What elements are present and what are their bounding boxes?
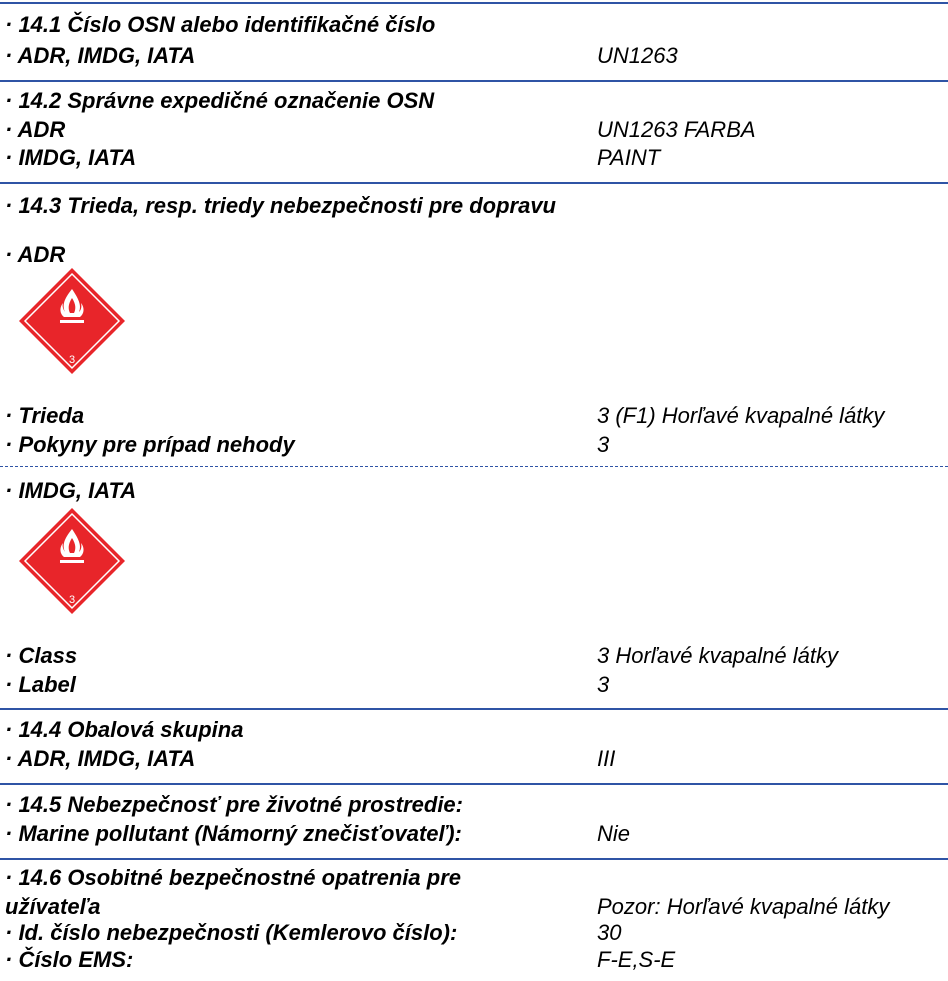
row-value: Pozor: Horľavé kvapalné látky bbox=[597, 894, 890, 919]
row-label: · Marine pollutant (Námorný znečisťovateľ): bbox=[5, 821, 462, 846]
section-divider bbox=[0, 80, 948, 82]
section-divider bbox=[0, 858, 948, 860]
imdg-label-row bbox=[5, 672, 610, 698]
row-label: · Label bbox=[5, 672, 76, 697]
section-14-6-heading-cont bbox=[5, 894, 890, 920]
section-14-4-row bbox=[5, 746, 616, 772]
placard-class-number: 3 bbox=[68, 594, 76, 606]
section-14-1-row bbox=[5, 43, 678, 69]
adr-emergency-row bbox=[5, 432, 610, 458]
flammable-liquid-placard-icon bbox=[18, 507, 126, 615]
section-14-2-row bbox=[5, 145, 661, 171]
row-label: · ADR, IMDG, IATA bbox=[5, 746, 196, 771]
adr-class-row bbox=[5, 403, 885, 429]
row-label: · ADR bbox=[5, 117, 66, 142]
placard-class-number: 3 bbox=[68, 354, 76, 366]
section-divider bbox=[0, 182, 948, 184]
row-value: III bbox=[597, 746, 616, 771]
row-value: 3 bbox=[597, 432, 610, 457]
row-label: · ADR, IMDG, IATA bbox=[5, 43, 196, 68]
row-label: · IMDG, IATA bbox=[5, 145, 137, 170]
section-14-6-heading: · 14.6 Osobitné bezpečnostné opatrenia pre bbox=[5, 865, 461, 890]
section-divider bbox=[0, 2, 948, 4]
row-value: F-E,S-E bbox=[597, 947, 676, 972]
section-14-2-heading: · 14.2 Správne expedičné označenie OSN bbox=[5, 88, 435, 113]
row-value: 30 bbox=[597, 920, 622, 945]
kemler-row bbox=[5, 920, 622, 946]
subsection-divider bbox=[0, 466, 948, 467]
flammable-liquid-placard-icon bbox=[18, 267, 126, 375]
row-value: PAINT bbox=[597, 145, 661, 170]
adr-subheading: · ADR bbox=[5, 242, 66, 267]
row-label: · Číslo EMS: bbox=[5, 947, 134, 972]
row-value: UN1263 bbox=[597, 43, 678, 68]
row-value: 3 (F1) Horľavé kvapalné látky bbox=[597, 403, 885, 428]
row-label: · Trieda bbox=[5, 403, 85, 428]
row-value: 3 bbox=[597, 672, 610, 697]
row-value: UN1263 FARBA bbox=[597, 117, 756, 142]
row-label: užívateľa bbox=[5, 894, 101, 919]
section-14-5-row bbox=[5, 821, 631, 847]
row-value: 3 Horľavé kvapalné látky bbox=[597, 643, 838, 668]
row-label: · Id. číslo nebezpečnosti (Kemlerovo číslo): bbox=[5, 920, 458, 945]
section-14-3-heading: · 14.3 Trieda, resp. triedy nebezpečnosti pre dopravu bbox=[5, 193, 556, 218]
section-14-1-heading: · 14.1 Číslo OSN alebo identifikačné číslo bbox=[5, 12, 436, 37]
section-divider bbox=[0, 783, 948, 785]
row-label: · Pokyny pre prípad nehody bbox=[5, 432, 295, 457]
imdg-subheading: · IMDG, IATA bbox=[5, 478, 137, 503]
section-divider bbox=[0, 708, 948, 710]
ems-row bbox=[5, 947, 676, 973]
row-label: · Class bbox=[5, 643, 78, 668]
imdg-class-row bbox=[5, 643, 838, 669]
section-14-5-heading: · 14.5 Nebezpečnosť pre životné prostredie: bbox=[5, 792, 463, 817]
row-value: Nie bbox=[597, 821, 631, 846]
section-14-4-heading: · 14.4 Obalová skupina bbox=[5, 717, 244, 742]
section-14-2-row bbox=[5, 117, 756, 143]
